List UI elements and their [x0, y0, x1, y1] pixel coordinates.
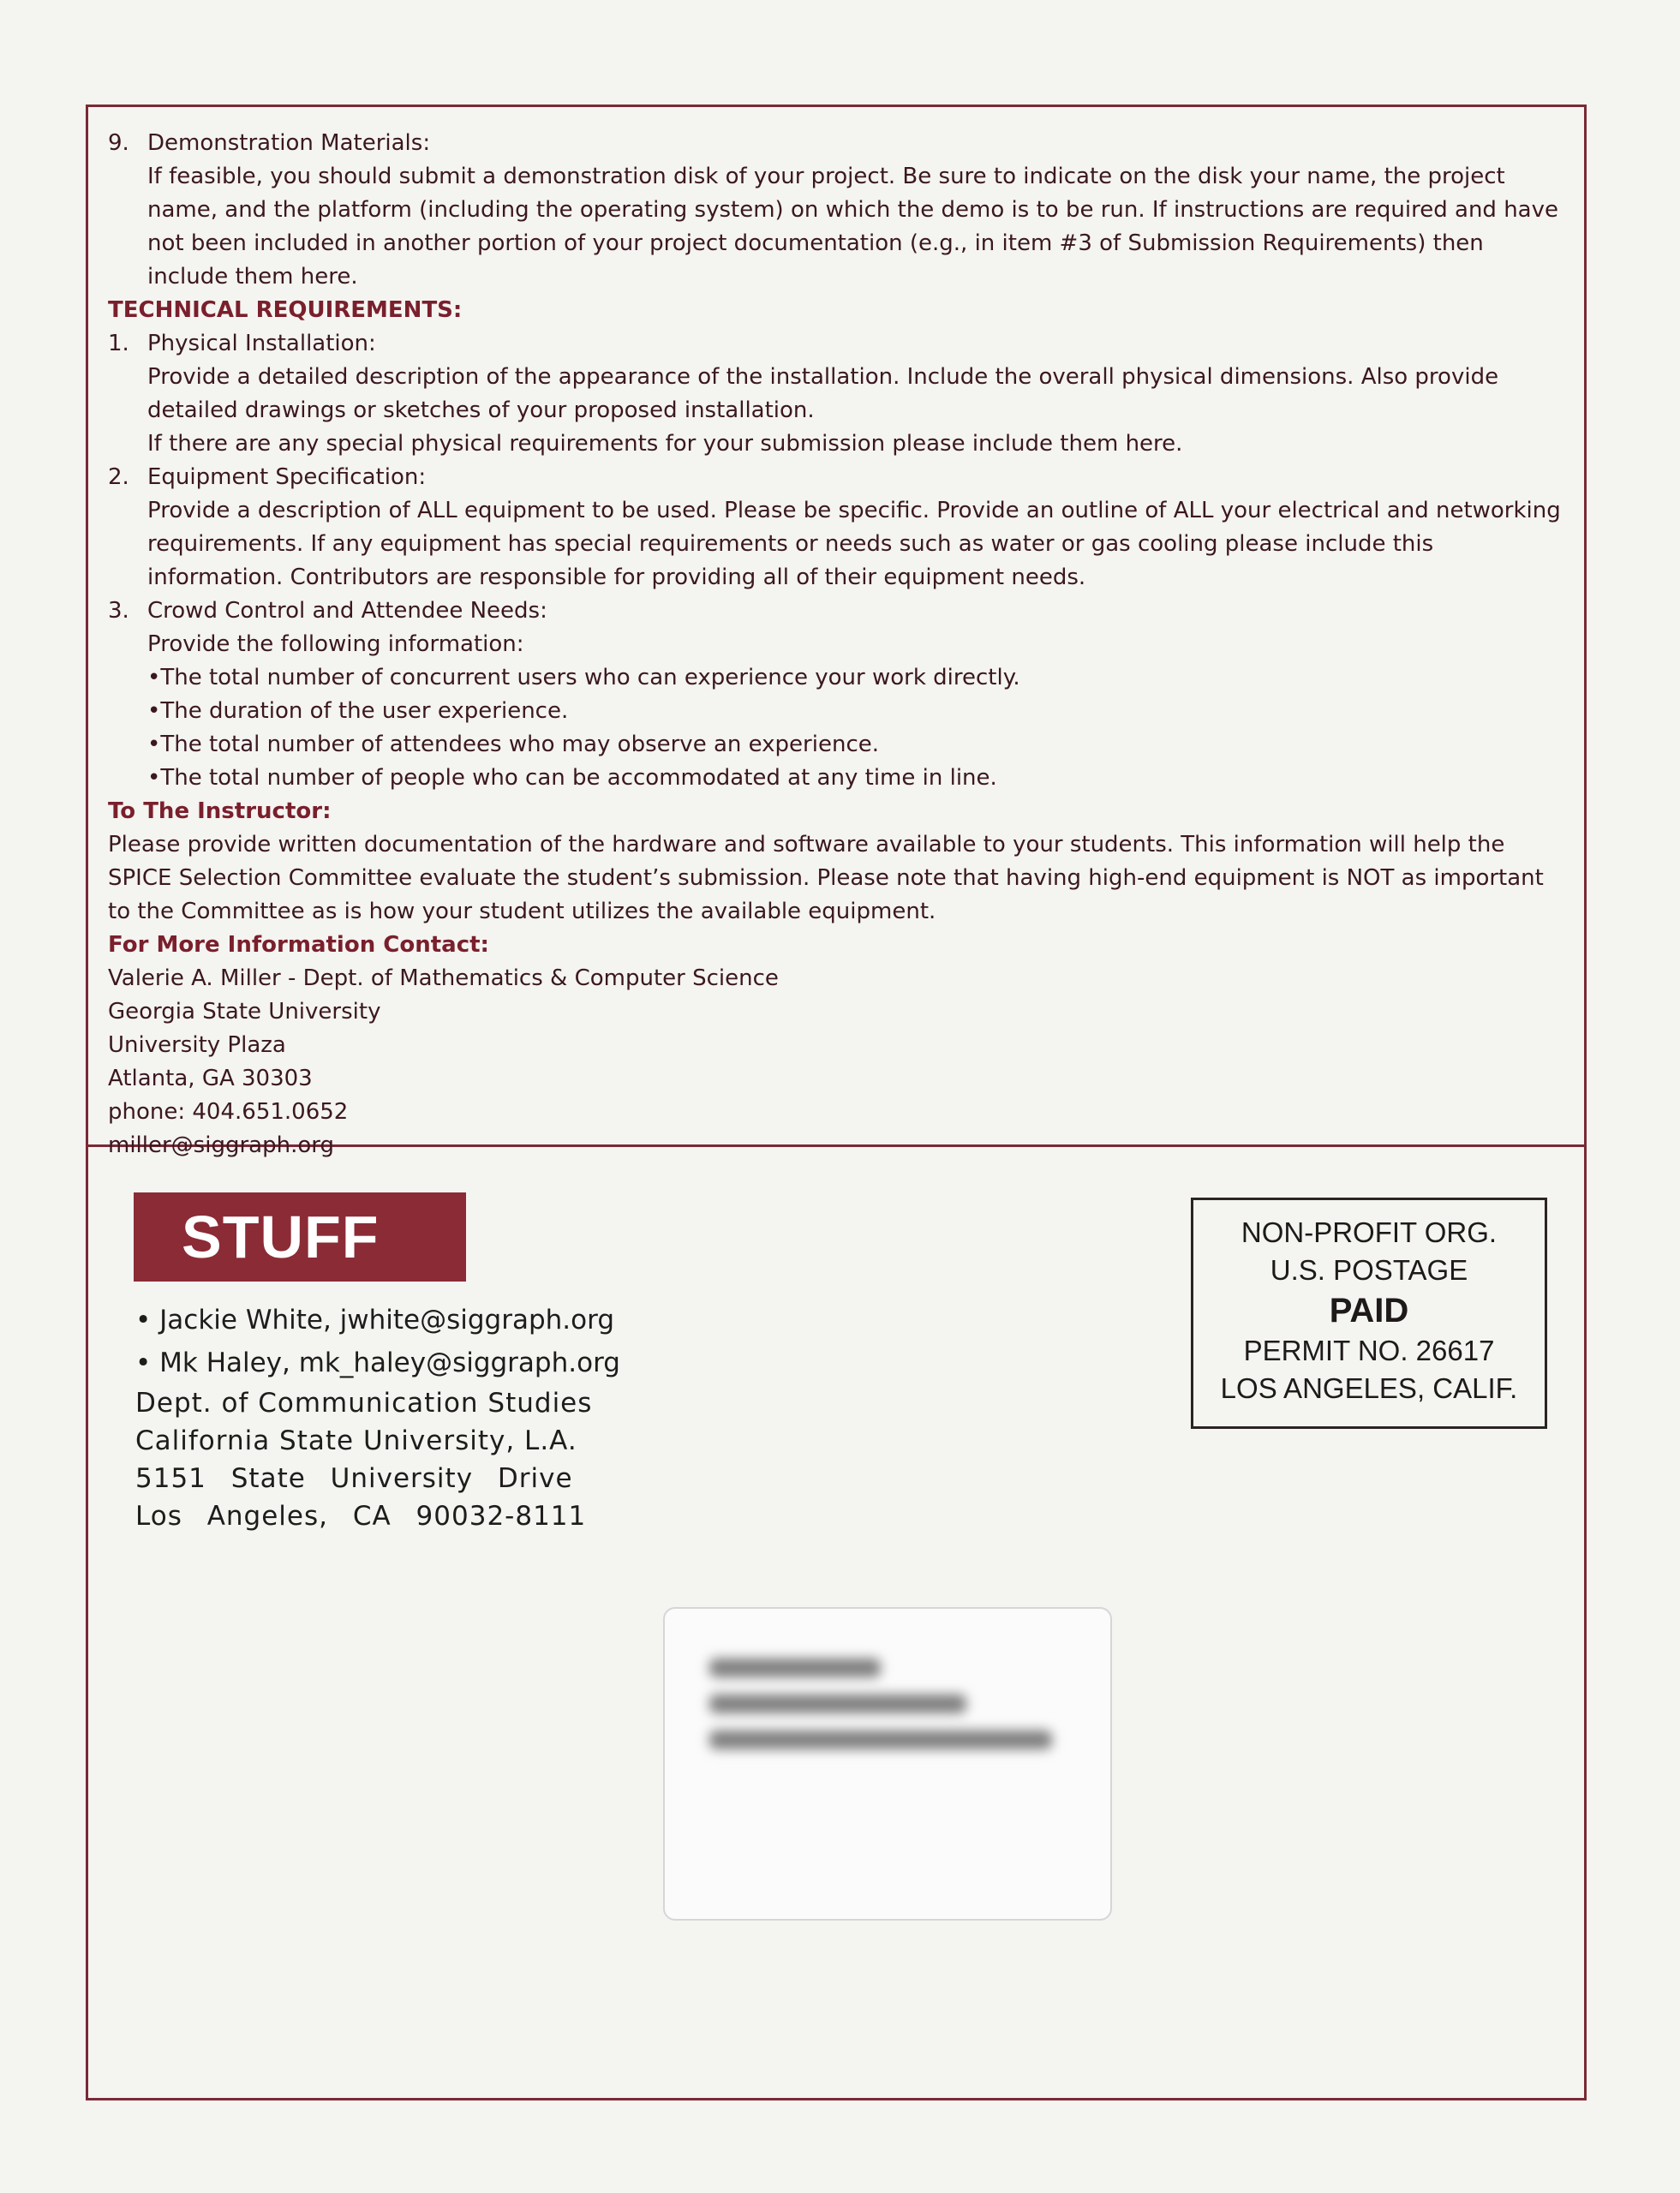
list-item: •The total number of people who can be accommodated at any time in line.	[147, 765, 997, 791]
section9-body: If feasible, you should submit a demonstration disk of your project. Be sure to indicate on the disk your name, the project name, and the platform (including the operating system) on which the demo is to be run. If instructions are required and have not been included in another portion of your project documentation (e.g., in item #3 of Submission Requirements) then include them here.	[147, 164, 1558, 290]
instructor-body: Please provide written documentation of the hardware and software available to your students. This information will help the SPICE Selection Committee evaluate the student’s submission. Please note that having high-end equipment is NOT as important to the Committee as is how your student utilizes the available equipment.	[108, 832, 1544, 924]
contact-line: Georgia State University	[108, 999, 381, 1025]
item3-heading: 3. Crowd Control and Attendee Needs:	[108, 598, 547, 624]
postage-line: NON-PROFIT ORG.	[1241, 1216, 1498, 1248]
address-line: 5151 State University Drive	[135, 1463, 573, 1494]
item1-heading: 1. Physical Installation:	[108, 331, 376, 356]
section9-heading: 9. Demonstration Materials:	[108, 130, 431, 156]
list-item: •The duration of the user experience.	[147, 698, 569, 724]
postage-indicia	[1191, 1198, 1547, 1429]
contact-person: • Jackie White, jwhite@siggraph.org	[135, 1305, 614, 1336]
item3-intro: Provide the following information:	[147, 631, 524, 657]
postage-line: U.S. POSTAGE	[1270, 1254, 1468, 1286]
form-instructions	[108, 127, 1564, 1162]
contact-line: University Plaza	[108, 1032, 286, 1058]
tech-requirements-heading: TECHNICAL REQUIREMENTS:	[108, 297, 463, 323]
address-line: Dept. of Communication Studies	[135, 1388, 593, 1419]
postage-permit: PERMIT NO. 26617	[1243, 1335, 1495, 1366]
contact-line: Atlanta, GA 30303	[108, 1066, 313, 1091]
redacted-line	[709, 1658, 881, 1677]
contact-person: • Mk Haley, mk_haley@siggraph.org	[135, 1347, 620, 1378]
item1-body: Provide a detailed description of the appearance of the installation. Include the overall physical dimensions. Also provide detailed drawings or sketches of your proposed installation.	[147, 364, 1499, 423]
item2-heading: 2. Equipment Specification:	[108, 464, 427, 490]
postage-paid: PAID	[1329, 1292, 1409, 1330]
redacted-line	[709, 1730, 1052, 1749]
list-item: •The total number of concurrent users who can experience your work directly.	[147, 665, 1020, 690]
item2-body: Provide a description of ALL equipment to be used. Please be specific. Provide an outline of ALL your electrical and networking requirements. If any equipment has special requirements or needs such as water or gas cooling please include this information. Contributors are responsible for providing all of their equipment needs.	[147, 498, 1561, 590]
list-item: •The total number of attendees who may observe an experience.	[147, 732, 880, 757]
item1-extra: If there are any special physical requirements for your submission please include them here.	[147, 431, 1183, 457]
contact-email: miller@siggraph.org	[108, 1132, 334, 1158]
instructor-heading: To The Instructor:	[108, 798, 332, 824]
address-line: California State University, L.A.	[135, 1425, 577, 1456]
postage-city: LOS ANGELES, CALIF.	[1220, 1372, 1518, 1404]
contact-heading: For More Information Contact:	[108, 932, 489, 958]
mailing-label-redacted	[663, 1607, 1112, 1921]
address-line: Los Angeles, CA 90032-8111	[135, 1501, 587, 1532]
return-address	[135, 1299, 684, 1535]
contact-line: Valerie A. Miller - Dept. of Mathematics & Computer Science	[108, 965, 779, 991]
stuff-banner: STUFF	[134, 1192, 466, 1282]
contact-phone: phone: 404.651.0652	[108, 1099, 349, 1125]
redacted-line	[709, 1694, 966, 1713]
